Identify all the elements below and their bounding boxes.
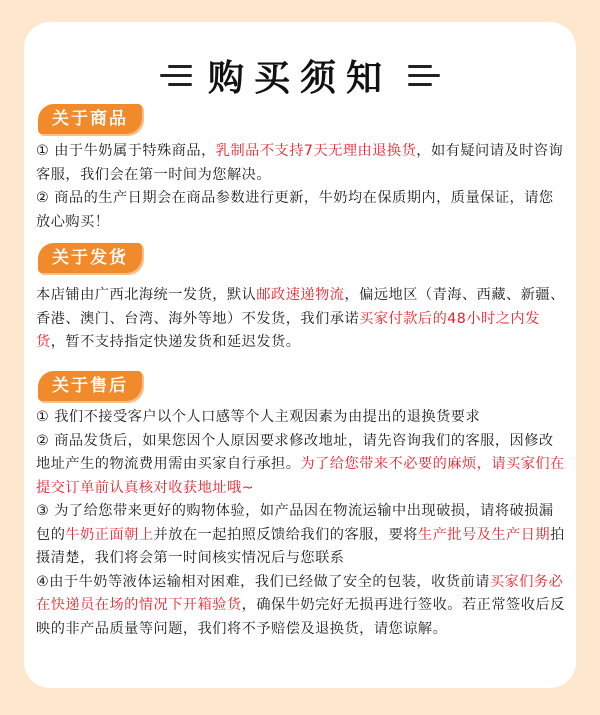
text: ② 商品的生产日期会在商品参数进行更新，牛奶均在保质期内，质量保证，请您放心购买！ — [36, 190, 554, 230]
text: 本店铺由广西北海统一发货，默认 — [36, 287, 257, 303]
shipping-item — [36, 284, 566, 355]
section-badge-shipping: 关于发货 — [38, 243, 142, 273]
text: 拍摄清楚，我们将会第一时间核实情况后与您联系 — [36, 526, 565, 566]
text: ，如有疑问请及时咨询客服，我们会在第一时间为您解决。 — [36, 143, 564, 183]
highlight-text: 生产批号及生产日期 — [417, 526, 551, 543]
section-aftersales — [36, 406, 566, 641]
text: ，偏远地区（青海、西藏、新疆、香港、澳门、台湾、海外等地）不发货，我们承诺 — [36, 287, 565, 327]
highlight-text: 邮政速递物流 — [256, 287, 345, 303]
highlight-text: 买家付款后的48小时之内发货 — [36, 310, 540, 350]
text: ① 由于牛奶属于特殊商品， — [36, 143, 216, 159]
section-product — [36, 140, 566, 234]
text: 并放在一起拍照反馈给我们的客服，要将 — [153, 526, 418, 543]
text: ② 商品发货后，如果您因个人原因要求修改地址，请先咨询我们的客服，因修改地址产生的物流费用需由买家自行承担。 — [36, 432, 554, 472]
text: ，暂不支持指定快递发货和延迟发货。 — [50, 334, 301, 350]
highlight-text: 为了给您带来不必要的麻烦，请买家们在提交订单前认真核对收获地址哦~ — [36, 456, 565, 496]
page-title: 购买须知 — [207, 58, 392, 99]
product-item-1 — [36, 140, 566, 187]
text: ① 我们不接受客户以个人口感等个人主观因素为由提出的退换货要求 — [36, 409, 481, 425]
title-decoration-left — [160, 65, 192, 86]
text: ，确保牛奶完好无损再进行签收。若正常签收后反映的非产品质量等问题，我们将不予赔偿及退换货，请您谅解。 — [36, 597, 565, 637]
title-row — [24, 50, 576, 101]
aftersales-item-2 — [36, 430, 566, 501]
aftersales-item-4 — [36, 571, 566, 642]
section-badge-aftersales: 关于售后 — [38, 371, 142, 401]
aftersales-item-1 — [36, 406, 566, 430]
section-badge-product: 关于商品 — [38, 104, 142, 134]
aftersales-item-3 — [36, 500, 566, 571]
title-decoration-right — [408, 65, 440, 86]
product-item-2 — [36, 187, 566, 234]
section-shipping — [36, 284, 566, 355]
notice-card — [24, 22, 576, 688]
text: ④由于牛奶等液体运输相对困难，我们已经做了安全的包装，收货前请 — [36, 573, 490, 590]
highlight-text: 乳制品不支持7天无理由退换货 — [215, 143, 417, 159]
highlight-text: 牛奶正面朝上 — [65, 526, 154, 543]
highlight-text: 买家们务必在快递员在场的情况下开箱验货 — [36, 573, 564, 613]
text: ③ 为了给您带来更好的购物体验，如产品因在物流运输中出现破损，请将破损漏包的 — [36, 503, 554, 543]
